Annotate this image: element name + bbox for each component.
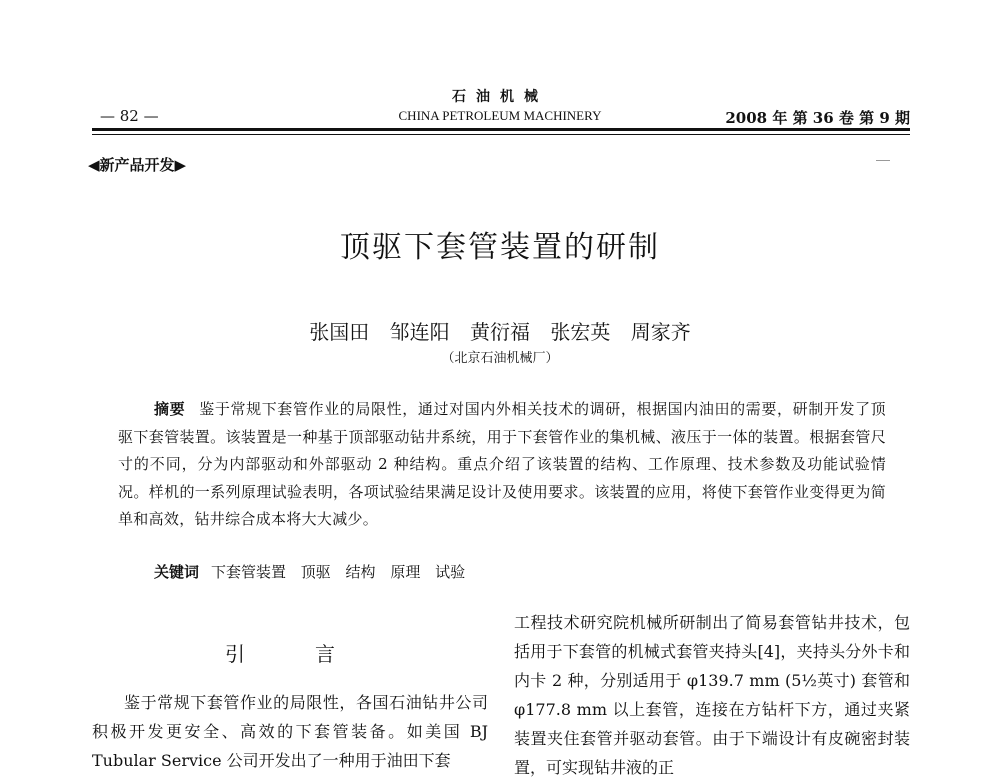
body-column-left: 鉴于常规下套管作业的局限性，各国石油钻井公司积极开发更安全、高效的下套管装备。如美国 BJ Tubular Service 公司开发出了一种用于油田下套 — [92, 693, 488, 770]
section-heading-intro: 引言 — [225, 642, 405, 666]
paper-title: 顶驱下套管装置的研制 — [340, 230, 660, 265]
author-list: 张国田 邹连阳 黄衍福 张宏英 周家齐 — [309, 320, 691, 344]
journal-name-en: CHINA PETROLEUM MACHINERY — [398, 108, 602, 123]
page-number: — 82 — — [100, 107, 159, 125]
keywords-text: 下套管装置 顶驱 结构 原理 试验 — [211, 563, 466, 581]
margin-mark — [876, 160, 890, 161]
section-tag: ◀新产品开发▶ — [88, 156, 187, 174]
journal-name-cn: 石油机械 — [452, 89, 548, 105]
body-column-right: 工程技术研究院机械所研制出了简易套管钻井技术，包括用于下套管的机械式套管夹持头[4]，夹持头分外卡和内卡 2 种，分别适用于 φ139.7 mm (5½英寸) 套管和 φ177.8 mm 以上套管，连接在方钻杆下方，通过夹紧装置夹住套管并驱动套管。由于下端设计有皮碗密封装置，可实现钻井液的正 — [514, 613, 910, 777]
affiliation: （北京石油机械厂） — [441, 351, 559, 366]
abstract — [118, 396, 886, 534]
header-rule-thin — [92, 134, 910, 135]
abstract-label: 摘要 — [154, 400, 186, 418]
issue-info: 2008 年 第 36 卷 第 9 期 — [725, 109, 910, 127]
header-rule-thick — [92, 128, 910, 131]
abstract-text: 鉴于常规下套管作业的局限性，通过对国内外相关技术的调研，根据国内油田的需要，研制开发了顶驱下套管装置。该装置是一种基于顶部驱动钻井系统，用于下套管作业的集机械、液压于一体的装置。根据套管尺寸的不同，分为内部驱动和外部驱动 2 种结构。重点介绍了该装置的结构、工作原理、技术参数及功能试验情况。样机的一系列原理试验表明，各项试验结果满足设计及使用要求。该装置的应用，将使下套管作业变得更为简单和高效，钻井综合成本将大大减少。 — [118, 400, 886, 528]
keywords-label: 关键词 — [154, 563, 200, 581]
keywords — [154, 561, 465, 582]
